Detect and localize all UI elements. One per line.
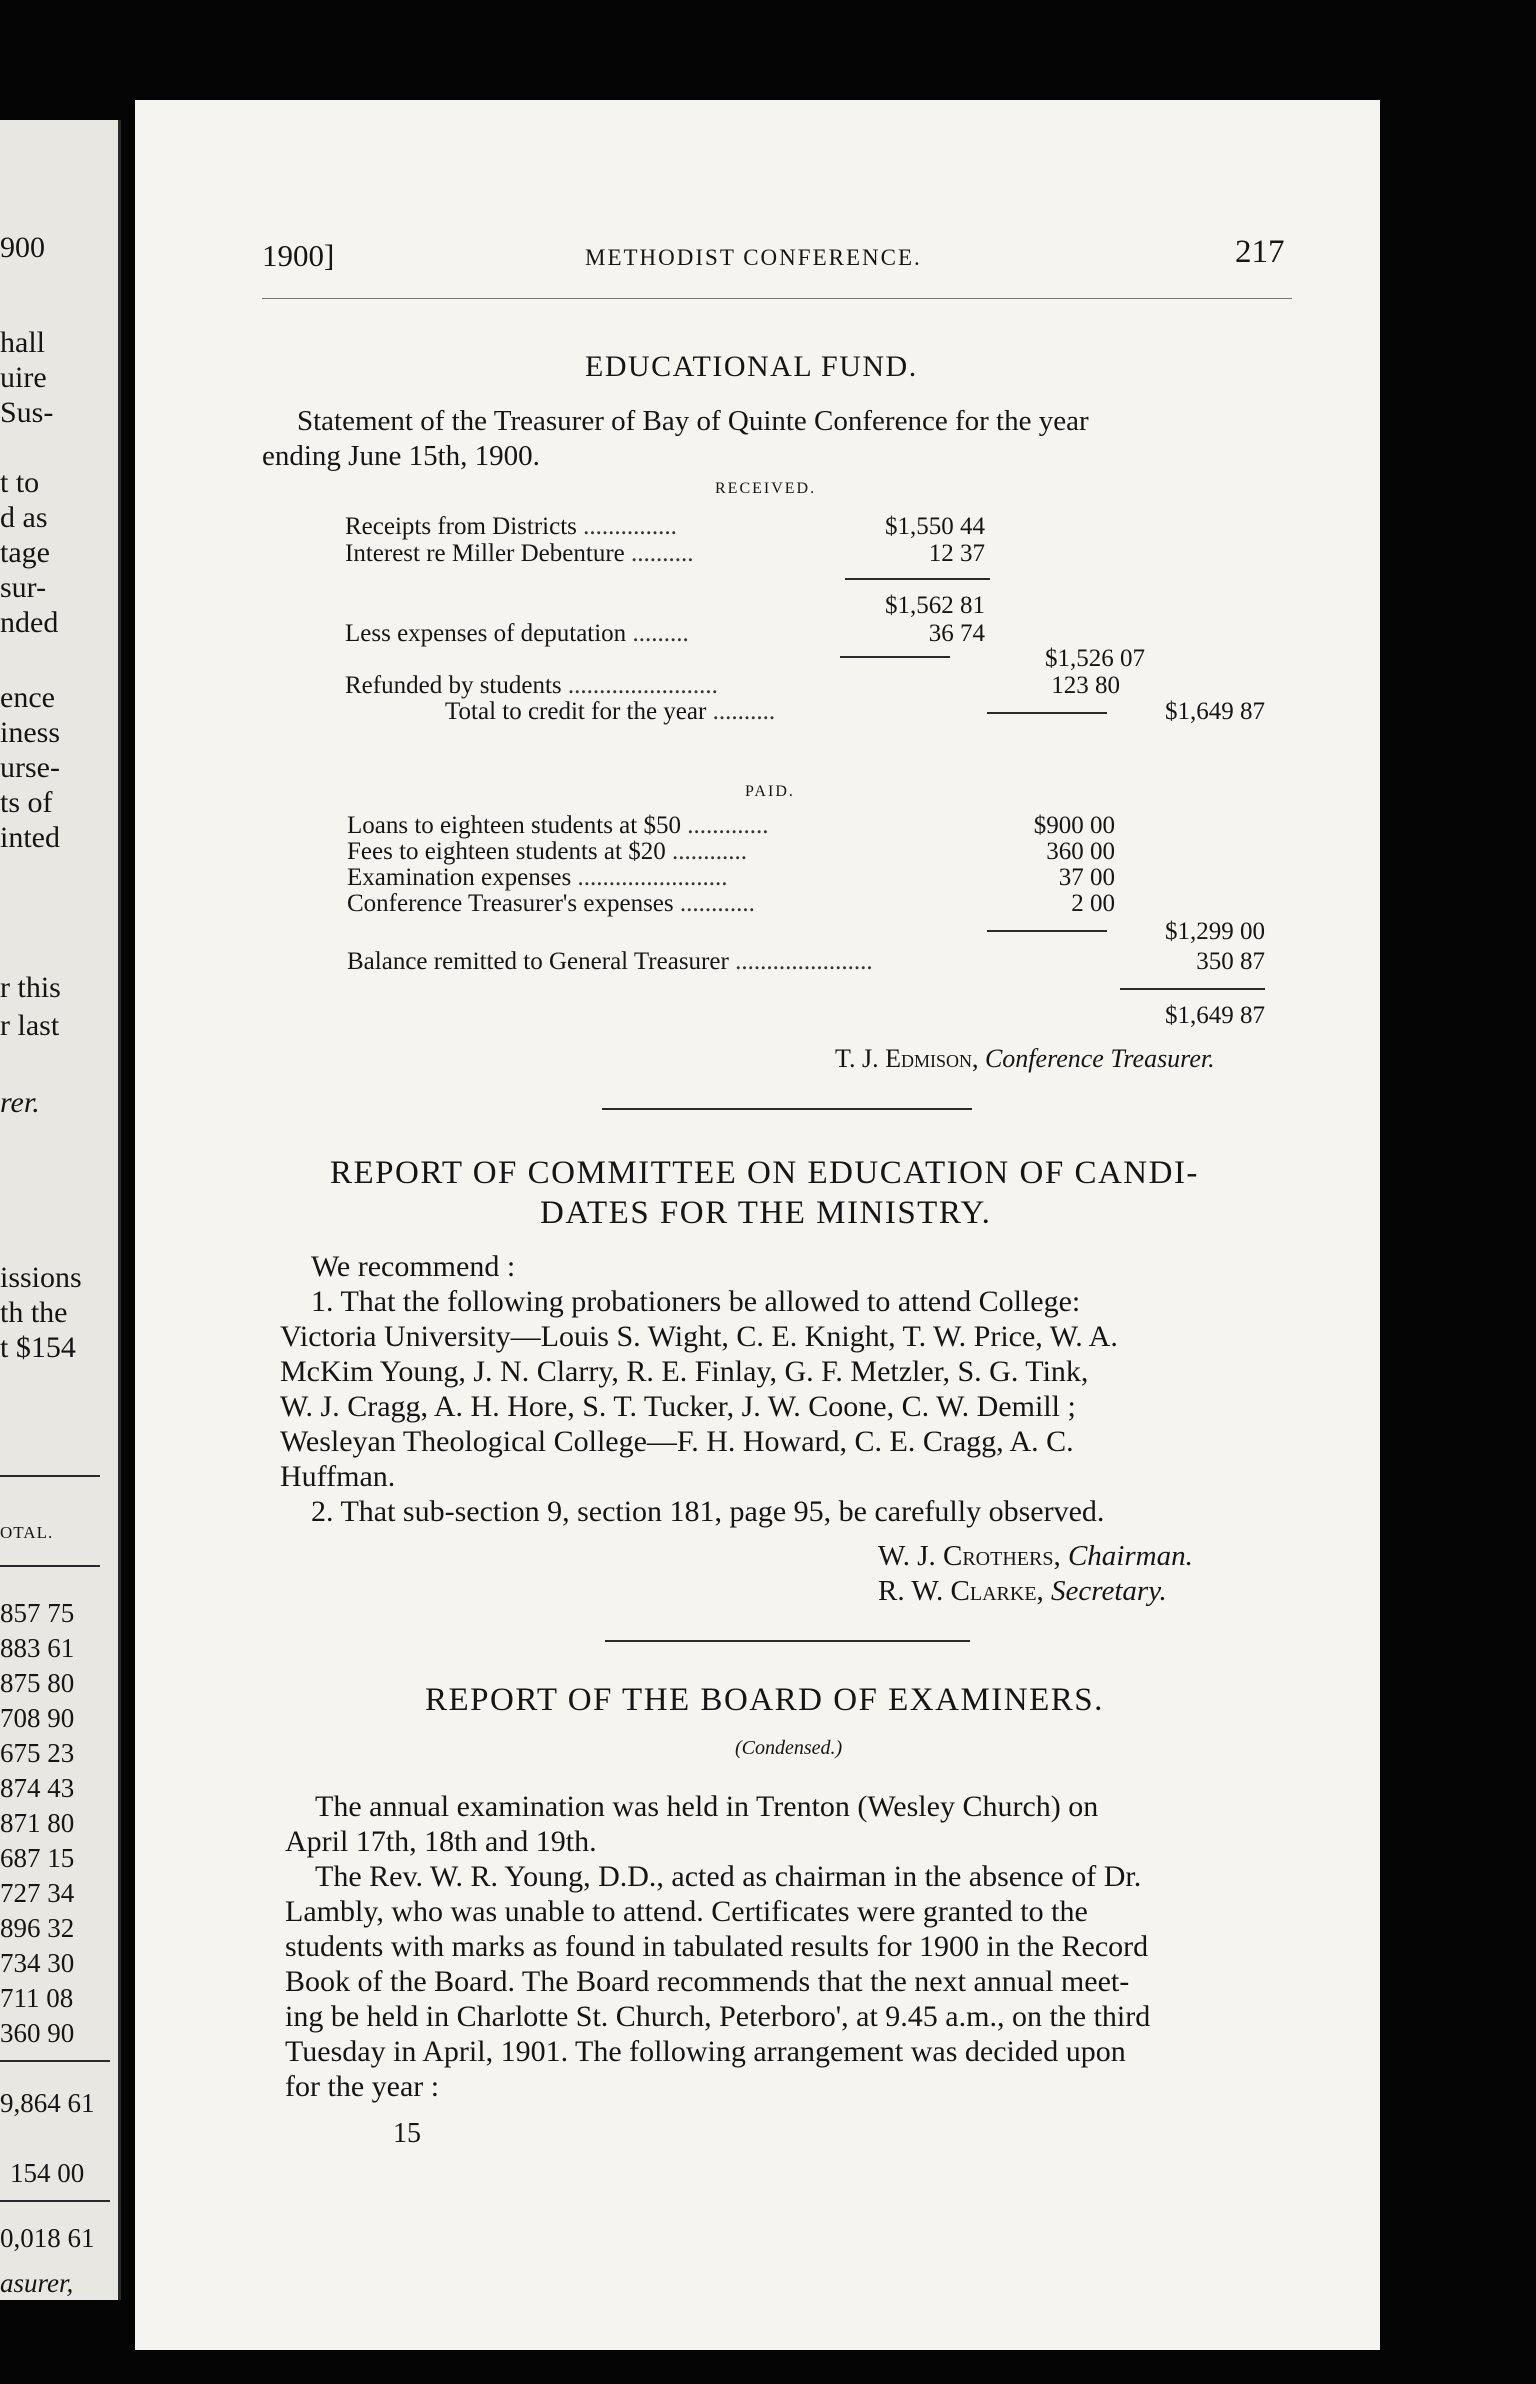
left-divider <box>0 2200 110 2202</box>
committee-title-line: DATES FOR THE MINISTRY. <box>540 1195 992 1231</box>
committee-intro: We recommend : <box>311 1250 516 1283</box>
committee-title-line: REPORT OF COMMITTEE ON EDUCATION OF CANDI- <box>330 1155 1199 1191</box>
section-title-educational-fund: EDUCATIONAL FUND. <box>585 350 918 383</box>
examiners-line: April 17th, 18th and 19th. <box>285 1825 597 1858</box>
left-fragment-line: ts of <box>0 786 53 819</box>
secretary-signature: R. W. Clarke, Secretary. <box>878 1575 1167 1607</box>
left-fragment-number: 675 23 <box>0 1738 75 1768</box>
receipts-districts-amount: $1,550 44 <box>885 513 985 540</box>
treasurer-signature: T. J. Edmison, Conference Treasurer. <box>835 1044 1215 1073</box>
paid-heading: PAID. <box>745 783 795 800</box>
left-fragment-number: 727 34 <box>0 1878 75 1908</box>
left-fragment-line: iness <box>0 716 60 749</box>
examiners-line: students with marks as found in tabulated results for 1900 in the Record <box>285 1930 1149 1963</box>
left-fragment-line: nded <box>0 606 59 639</box>
left-fragment-line: r last <box>0 1009 60 1042</box>
interest-label: Interest re Miller Debenture .......... <box>345 540 694 567</box>
examiners-line: Lambly, who was unable to attend. Certificates were granted to the <box>285 1895 1088 1928</box>
committee-line: Huffman. <box>280 1460 396 1493</box>
balance-amount: 350 87 <box>1196 948 1265 975</box>
left-divider <box>0 1475 100 1477</box>
paid-rule <box>987 930 1107 932</box>
subtotal-rule <box>845 578 990 580</box>
examiners-title: REPORT OF THE BOARD OF EXAMINERS. <box>425 1682 1104 1718</box>
fees-amount: 360 00 <box>1046 838 1115 865</box>
examiners-line: The Rev. W. R. Young, D.D., acted as chairman in the absence of Dr. <box>315 1860 1142 1893</box>
committee-line: Wesleyan Theological College—F. H. Howard, C. E. Cragg, A. C. <box>280 1425 1074 1458</box>
examiners-line: Tuesday in April, 1901. The following arrangement was decided upon <box>285 2035 1126 2068</box>
left-fragment-line: 900 <box>0 231 45 264</box>
left-fragment-line: rer. <box>0 1086 40 1119</box>
examiners-line: Book of the Board. The Board recommends that the next annual meet- <box>285 1965 1130 1998</box>
committee-line: McKim Young, J. N. Clarry, R. E. Finlay, G. F. Metzler, S. G. Tink, <box>280 1355 1089 1388</box>
exam-expenses-amount: 37 00 <box>1058 864 1115 891</box>
left-fragment-number: 360 90 <box>0 2018 75 2048</box>
running-head-title: METHODIST CONFERENCE. <box>585 245 922 270</box>
left-fragment-line: hall <box>0 326 45 359</box>
left-fragment-number: 896 32 <box>0 1913 75 1943</box>
left-fragment-number: 687 15 <box>0 1843 75 1873</box>
examiners-line: for the year : <box>285 2070 440 2103</box>
left-fragment-line: tage <box>0 536 50 569</box>
net-amount: $1,526 07 <box>1045 645 1145 672</box>
treasurer-expenses-amount: 2 00 <box>1071 890 1115 917</box>
grand-total-rule <box>1120 988 1265 990</box>
statement-line: Statement of the Treasurer of Bay of Quinte Conference for the year <box>297 405 1089 437</box>
refunded-amount: 123 80 <box>1051 672 1120 699</box>
deputation-label: Less expenses of deputation ......... <box>345 620 689 647</box>
examiners-subtitle: (Condensed.) <box>735 1737 843 1759</box>
section-divider <box>605 1640 970 1642</box>
left-fragment-line: d as <box>0 501 48 534</box>
loans-amount: $900 00 <box>1033 812 1115 839</box>
examiners-line: ing be held in Charlotte St. Church, Peterboro', at 9.45 a.m., on the third <box>285 2000 1151 2033</box>
left-fragment-number: 875 80 <box>0 1668 75 1698</box>
committee-line: W. J. Cragg, A. H. Hore, S. T. Tucker, J. W. Coone, C. W. Demill ; <box>280 1390 1076 1423</box>
left-fragment-line: OTAL. <box>0 1523 54 1542</box>
paid-total-amount: $1,299 00 <box>1165 918 1265 945</box>
receipts-districts-label: Receipts from Districts ............... <box>345 513 677 540</box>
main-page <box>135 100 1380 2350</box>
received-heading: RECEIVED. <box>715 480 817 497</box>
exam-expenses-label: Examination expenses ........................ <box>347 864 728 891</box>
left-fragment-line: r this <box>0 971 61 1004</box>
interest-amount: 12 37 <box>928 540 985 567</box>
total-credit-label: Total to credit for the year .......... <box>445 698 776 725</box>
committee-line: 2. That sub-section 9, section 181, page 95, be carefully observed. <box>311 1495 1105 1528</box>
left-fragment-number: 9,864 61 <box>0 2088 95 2118</box>
left-fragment-number: 883 61 <box>0 1633 75 1663</box>
signature-mark: 15 <box>393 2118 421 2149</box>
left-fragment-number: 871 80 <box>0 1808 75 1838</box>
left-fragment-line: inted <box>0 821 60 854</box>
left-fragment-number: 154 00 <box>10 2158 85 2188</box>
committee-line: 1. That the following probationers be allowed to attend College: <box>311 1285 1081 1318</box>
left-fragment-number: 708 90 <box>0 1703 75 1733</box>
subtotal-amount: $1,562 81 <box>885 592 985 619</box>
header-rule <box>262 298 1292 299</box>
section-divider <box>602 1108 972 1110</box>
statement-line: ending June 15th, 1900. <box>262 440 540 472</box>
left-fragment-number: 734 30 <box>0 1948 75 1978</box>
grand-total-amount: $1,649 87 <box>1165 1002 1265 1029</box>
left-fragment-number: 0,018 61 <box>0 2223 95 2253</box>
left-fragment-line: Sus- <box>0 396 54 429</box>
left-fragment-line: th the <box>0 1296 68 1329</box>
left-fragment-line: ence <box>0 681 55 714</box>
chairman-signature: W. J. Crothers, Chairman. <box>878 1540 1193 1572</box>
loans-label: Loans to eighteen students at $50 ............. <box>347 812 769 839</box>
running-head-year: 1900] <box>262 238 335 273</box>
left-fragment-line: urse- <box>0 751 60 784</box>
left-fragment-line: uire <box>0 361 47 394</box>
left-fragment-number: 711 08 <box>0 1983 74 2013</box>
balance-label: Balance remitted to General Treasurer ...................... <box>347 948 873 975</box>
left-fragment-line: t to <box>0 466 40 499</box>
page-number: 217 <box>1235 234 1285 270</box>
left-page-fragment <box>0 120 121 2300</box>
total-rule <box>987 712 1107 714</box>
treasurer-expenses-label: Conference Treasurer's expenses ............ <box>347 890 755 917</box>
left-fragment-line: issions <box>0 1261 82 1294</box>
refunded-label: Refunded by students ........................ <box>345 672 718 699</box>
left-divider <box>0 1565 100 1567</box>
left-fragment-line: t $154 <box>0 1331 76 1364</box>
examiners-line: The annual examination was held in Trenton (Wesley Church) on <box>315 1790 1099 1823</box>
left-fragment-number: asurer, <box>0 2268 74 2298</box>
left-fragment-number: 874 43 <box>0 1773 75 1803</box>
fees-label: Fees to eighteen students at $20 ............ <box>347 838 747 865</box>
left-fragment-line: sur- <box>0 571 47 604</box>
committee-line: Victoria University—Louis S. Wight, C. E. Knight, T. W. Price, W. A. <box>280 1320 1118 1353</box>
left-fragment-number: 857 75 <box>0 1598 75 1628</box>
left-divider <box>0 2060 110 2062</box>
total-credit-amount: $1,649 87 <box>1165 698 1265 725</box>
net-rule <box>840 656 950 658</box>
deputation-amount: 36 74 <box>928 620 985 647</box>
